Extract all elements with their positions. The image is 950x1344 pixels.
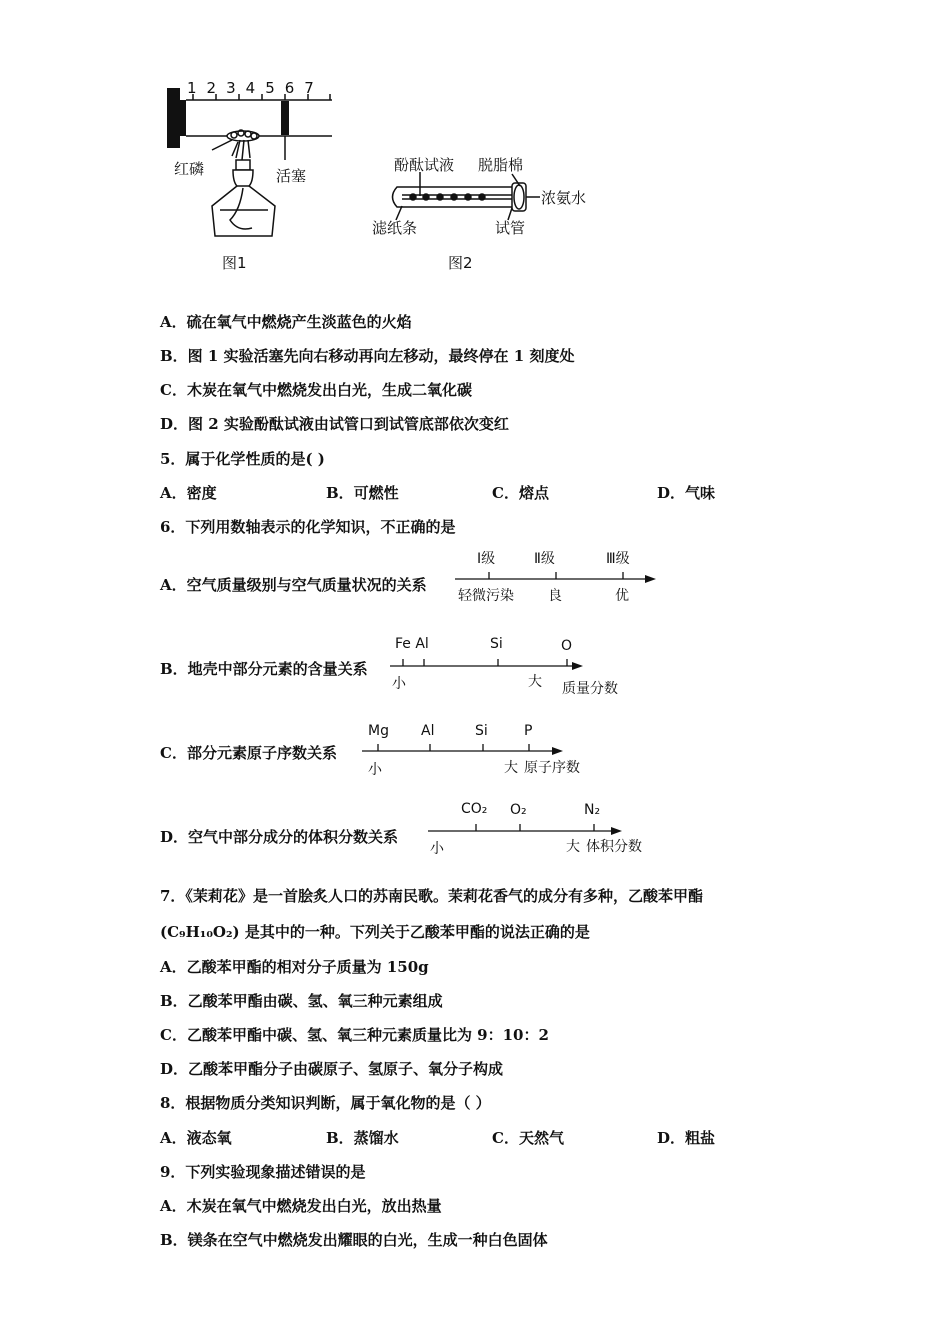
q5-option-b: B．可燃性 (326, 484, 399, 502)
q6c-top-3: Si (475, 723, 488, 739)
q6d-axis-label: 体积分数 (586, 839, 642, 855)
tick-7: 7 (304, 79, 324, 97)
tick-3: 3 (226, 79, 246, 97)
q6d-top-3: N₂ (584, 802, 601, 818)
q6-stem: 6．下列用数轴表示的化学知识，不正确的是 (160, 518, 456, 536)
tick-1: 1 (187, 79, 207, 97)
q7-option-b: B．乙酸苯甲酯由碳、氢、氧三种元素组成 (160, 992, 443, 1010)
q9-option-b: B．镁条在空气中燃烧发出耀眼的白光，生成一种白色固体 (160, 1231, 548, 1249)
label-phenolphthalein: 酚酞试液 (394, 156, 455, 174)
q5-option-c: C．熔点 (492, 484, 549, 502)
q6d-top-1: CO₂ (461, 801, 488, 817)
q6a-bottom-1: 轻微污染 (458, 588, 514, 604)
q6d-top-2: O₂ (510, 802, 527, 818)
figure-2-test-tube (393, 172, 541, 220)
label-filter-paper: 滤纸条 (372, 219, 418, 237)
q6b-top-3: O (561, 638, 573, 654)
figure-1-caption: 图1 (222, 254, 247, 272)
q6-number-lines (362, 572, 656, 835)
q6b-top-1: Fe Al (395, 636, 429, 652)
q6-option-b: B．地壳中部分元素的含量关系 (160, 660, 368, 678)
q6a-top-3: Ⅲ级 (606, 551, 630, 567)
q7-option-c: C．乙酸苯甲酯中碳、氢、氧三种元素质量比为 9：10：2 (160, 1026, 549, 1044)
label-ammonia: 浓氨水 (541, 189, 587, 207)
q6a-top-2: Ⅱ级 (534, 551, 555, 567)
label-test-tube: 试管 (495, 219, 526, 237)
q6c-top-4: P (524, 723, 533, 739)
q6b-large: 大 (528, 674, 542, 690)
q6c-small: 小 (368, 762, 382, 778)
q7-option-d: D．乙酸苯甲酯分子由碳原子、氢原子、氧分子构成 (160, 1060, 504, 1078)
tick-6: 6 (284, 79, 305, 97)
q8-option-d: D．粗盐 (657, 1129, 716, 1147)
q7-stem-line-1: 7．《茉莉花》是一首脍炙人口的苏南民歌。茉莉花香气的成分有多种，乙酸苯甲酯 (160, 887, 703, 905)
q6d-small: 小 (430, 841, 444, 857)
q7-option-a: A．乙酸苯甲酯的相对分子质量为 150g (160, 958, 429, 976)
q6b-small: 小 (392, 676, 406, 692)
q6d-large: 大 (566, 839, 580, 855)
q4-option-c: C．木炭在氧气中燃烧发出白光，生成二氧化碳 (160, 381, 472, 399)
q4-option-d: D．图 2 实验酚酞试液由试管口到试管底部依次变红 (160, 415, 509, 433)
q8-option-c: C．天然气 (492, 1129, 564, 1147)
label-piston: 活塞 (276, 167, 307, 185)
q6-option-c: C．部分元素原子序数关系 (160, 744, 337, 762)
q6a-bottom-2: 良 (548, 588, 562, 604)
q4-option-b: B．图 1 实验活塞先向右移动再向左移动，最终停在 1 刻度处 (160, 347, 575, 365)
q6c-axis-label: 原子序数 (524, 760, 580, 776)
q5-stem: 5．属于化学性质的是( ) (160, 450, 325, 468)
tick-5: 5 (265, 79, 285, 97)
q6c-top-2: Al (421, 723, 435, 739)
q6a-top-1: Ⅰ级 (477, 551, 496, 567)
q6b-axis-label: 质量分数 (562, 681, 618, 697)
label-cotton: 脱脂棉 (478, 156, 524, 174)
q6-option-d: D．空气中部分成分的体积分数关系 (160, 828, 399, 846)
q6-option-a: A．空气质量级别与空气质量状况的关系 (160, 576, 427, 594)
label-red-phosphorus: 红磷 (174, 160, 205, 178)
tube-left-stopper (167, 88, 180, 148)
q5-option-a: A．密度 (160, 484, 217, 502)
q6a-bottom-3: 优 (615, 588, 629, 604)
q7-stem-line-2: (C₉H₁₀O₂) 是其中的一种。下列关于乙酸苯甲酯的说法正确的是 (160, 923, 590, 941)
q8-option-a: A．液态氧 (160, 1129, 232, 1147)
q5-option-d: D．气味 (657, 484, 716, 502)
q8-stem: 8．根据物质分类知识判断，属于氧化物的是（ ） (160, 1094, 491, 1112)
tick-2: 2 (206, 79, 227, 97)
q8-option-b: B．蒸馏水 (326, 1129, 399, 1147)
tick-4: 4 (245, 79, 266, 97)
q4-option-a: A．硫在氧气中燃烧产生淡蓝色的火焰 (160, 313, 412, 331)
q9-stem: 9．下列实验现象描述错误的是 (160, 1163, 366, 1181)
q6c-large: 大 (504, 760, 518, 776)
q6c-top-1: Mg (368, 723, 389, 739)
q6b-top-2: Si (490, 636, 503, 652)
figure-2-caption: 图2 (448, 254, 473, 272)
q9-option-a: A．木炭在氧气中燃烧发出白光，放出热量 (160, 1197, 442, 1215)
piston (281, 101, 289, 135)
ruler-tick-labels (187, 79, 324, 97)
